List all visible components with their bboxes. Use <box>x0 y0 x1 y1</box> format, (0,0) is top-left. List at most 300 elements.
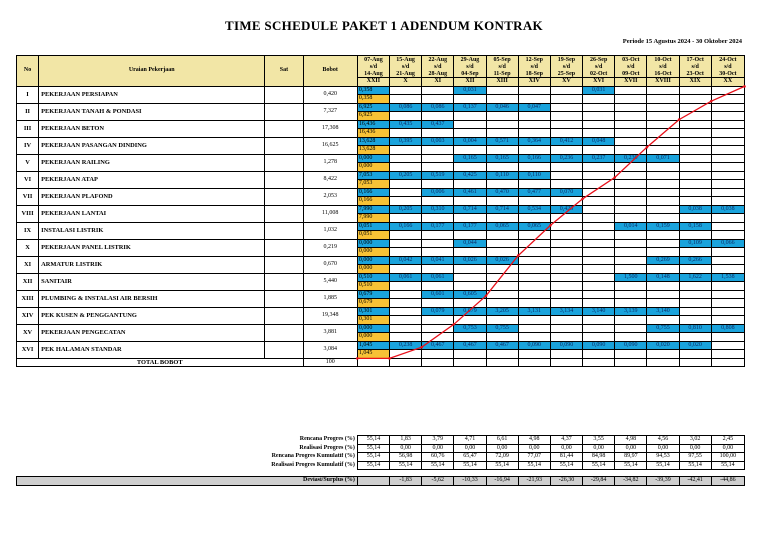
summary-value: 100,00 <box>711 453 744 462</box>
realization-cell <box>518 265 550 274</box>
realization-cell <box>711 180 744 189</box>
realization-cell <box>518 146 550 155</box>
plan-cell <box>583 205 615 214</box>
realization-cell <box>679 163 711 172</box>
summary-label: Rencana Progres (%) <box>299 436 355 442</box>
realization-cell <box>390 112 422 121</box>
week-date-line: 30-Oct <box>719 70 737 77</box>
item-name: SANITAIR <box>39 273 265 290</box>
summary-value: 55,14 <box>454 461 486 470</box>
baseline-plan-cell: 0,510 <box>357 273 389 282</box>
item-bobot: 1,885 <box>303 290 357 307</box>
item-name: PEKERJAAN PERSIAPAN <box>39 86 265 103</box>
summary-value: 0,00 <box>679 444 711 453</box>
week-date-line: 21-Aug <box>396 70 415 77</box>
plan-cell <box>518 324 550 333</box>
realization-cell <box>711 231 744 240</box>
realization-cell <box>615 146 647 155</box>
item-name: PEKERJAAN TANAH & PONDASI <box>39 103 265 120</box>
realization-cell <box>454 282 486 291</box>
realization-cell <box>679 299 711 308</box>
realization-cell <box>550 197 582 206</box>
realization-cell <box>454 214 486 223</box>
plan-cell: 0,310 <box>422 205 454 214</box>
work-item-row <box>17 307 745 316</box>
realization-cell <box>486 299 518 308</box>
plan-cell: 0,177 <box>454 222 486 231</box>
plan-cell <box>583 120 615 129</box>
plan-cell <box>422 86 454 95</box>
realization-cell <box>615 282 647 291</box>
realization-cell <box>390 265 422 274</box>
week-code: XIX <box>679 78 711 87</box>
plan-cell: 1,500 <box>615 273 647 282</box>
summary-row <box>17 444 745 453</box>
week-date-line: 05-Sep <box>493 57 511 63</box>
realization-cell <box>550 112 582 121</box>
baseline-plan-cell: 6,925 <box>357 103 389 112</box>
realization-cell <box>583 299 615 308</box>
total-week-cell <box>357 358 389 367</box>
summary-gap-cell <box>17 470 745 477</box>
week-date-line: s/d <box>627 63 635 70</box>
realization-cell <box>550 248 582 257</box>
week-code: X <box>390 78 422 87</box>
item-name: INSTALASI LISTRIK <box>39 222 265 239</box>
plan-cell: 0,238 <box>390 341 422 350</box>
deviation-value: -16,94 <box>486 477 518 486</box>
plan-cell <box>518 120 550 129</box>
realization-cell <box>647 129 679 138</box>
deviation-value: -5,62 <box>422 477 454 486</box>
baseline-plan-cell: 0,051 <box>357 222 389 231</box>
baseline-realization-cell: 0,358 <box>357 95 389 104</box>
realization-cell <box>518 197 550 206</box>
summary-value: 55,14 <box>390 461 422 470</box>
item-name: PEKERJAAN PANEL LISTRIK <box>39 239 265 256</box>
plan-cell: 0,020 <box>647 341 679 350</box>
item-number: XIV <box>17 307 39 324</box>
realization-cell <box>486 316 518 325</box>
plan-cell <box>390 239 422 248</box>
summary-value: 4,98 <box>615 436 647 445</box>
plan-cell <box>615 290 647 299</box>
baseline-plan-cell: 0,166 <box>357 188 389 197</box>
summary-value: 0,00 <box>454 444 486 453</box>
realization-cell <box>647 180 679 189</box>
realization-cell <box>615 333 647 342</box>
realization-cell <box>647 248 679 257</box>
week-date-line: s/d <box>691 63 699 70</box>
plan-cell <box>518 273 550 282</box>
plan-cell: 0,467 <box>454 341 486 350</box>
item-bobot: 0,219 <box>303 239 357 256</box>
summary-row <box>17 461 745 470</box>
plan-cell <box>422 239 454 248</box>
plan-cell <box>647 239 679 248</box>
realization-cell <box>647 231 679 240</box>
baseline-realization-cell: 0,000 <box>357 163 389 172</box>
week-date-line: s/d <box>562 63 571 70</box>
plan-cell: 0,042 <box>390 256 422 265</box>
realization-cell <box>583 146 615 155</box>
plan-cell: 1,622 <box>679 273 711 282</box>
baseline-plan-cell: 13,628 <box>357 137 389 146</box>
baseline-realization-cell: 0,000 <box>357 265 389 274</box>
item-sat <box>265 120 303 137</box>
plan-cell <box>422 154 454 163</box>
realization-cell <box>711 129 744 138</box>
summary-value: 4,37 <box>550 436 582 445</box>
deviation-row <box>17 477 745 486</box>
realization-cell <box>518 231 550 240</box>
realization-cell <box>583 282 615 291</box>
plan-cell <box>711 120 744 129</box>
item-number: XIII <box>17 290 39 307</box>
summary-value: 84,98 <box>583 453 615 462</box>
summary-value: 55,14 <box>550 461 582 470</box>
week-code: XVI <box>583 78 615 87</box>
week-date-line: 19-Sep <box>557 57 576 63</box>
week-header <box>518 56 550 78</box>
baseline-plan-cell: 0,000 <box>357 256 389 265</box>
item-name: PEKERJAAN BETON <box>39 120 265 137</box>
item-name: PEKERJAAN PENGECATAN <box>39 324 265 341</box>
baseline-plan-cell: 7,053 <box>357 171 389 180</box>
plan-cell <box>583 188 615 197</box>
realization-cell <box>615 180 647 189</box>
realization-cell <box>583 333 615 342</box>
realization-cell <box>486 265 518 274</box>
realization-cell <box>454 129 486 138</box>
plan-cell: 3,134 <box>550 307 582 316</box>
baseline-plan-cell: 1,045 <box>357 341 389 350</box>
realization-cell <box>486 282 518 291</box>
realization-cell <box>711 265 744 274</box>
work-item-row <box>17 120 745 129</box>
baseline-realization-cell: 0,166 <box>357 197 389 206</box>
realization-cell <box>390 214 422 223</box>
plan-cell <box>486 86 518 95</box>
realization-cell <box>486 231 518 240</box>
realization-cell <box>647 163 679 172</box>
plan-cell: 0,038 <box>711 205 744 214</box>
plan-cell: 0,137 <box>454 103 486 112</box>
summary-value: 4,71 <box>454 436 486 445</box>
header-sat: Sat <box>265 56 303 87</box>
summary-value: 55,14 <box>357 461 389 470</box>
week-date-line: 26-Sep <box>589 57 608 63</box>
summary-value: 60,76 <box>422 453 454 462</box>
work-item-row <box>17 290 745 299</box>
baseline-plan-cell: 0,301 <box>357 307 389 316</box>
week-date-line: 16-Oct <box>654 70 672 77</box>
plan-cell <box>550 86 582 95</box>
summary-value: 4,98 <box>518 436 550 445</box>
item-sat <box>265 171 303 188</box>
realization-cell <box>679 248 711 257</box>
plan-cell <box>518 256 550 265</box>
week-date-line: 09-Oct <box>622 70 640 77</box>
week-date-line: 10-Oct <box>654 57 672 63</box>
plan-cell <box>615 171 647 180</box>
plan-cell <box>583 239 615 248</box>
realization-cell <box>486 112 518 121</box>
realization-cell <box>390 248 422 257</box>
summary-value: 56,98 <box>390 453 422 462</box>
baseline-realization-cell: 0,301 <box>357 316 389 325</box>
plan-cell: 0,601 <box>422 290 454 299</box>
item-number: V <box>17 154 39 171</box>
realization-cell <box>422 282 454 291</box>
total-week-cell <box>583 358 615 367</box>
summary-value: 55,14 <box>615 461 647 470</box>
realization-cell <box>647 333 679 342</box>
plan-cell: 0,026 <box>486 256 518 265</box>
realization-cell <box>486 180 518 189</box>
realization-cell <box>647 265 679 274</box>
plan-cell: 0,031 <box>583 86 615 95</box>
item-bobot: 3,881 <box>303 324 357 341</box>
realization-cell <box>550 350 582 359</box>
plan-cell: 3,205 <box>486 307 518 316</box>
plan-cell: 0,467 <box>422 341 454 350</box>
plan-cell <box>583 324 615 333</box>
item-number: VIII <box>17 205 39 222</box>
baseline-realization-cell: 0,510 <box>357 282 389 291</box>
plan-cell: 0,364 <box>518 137 550 146</box>
plan-cell: 0,519 <box>422 171 454 180</box>
realization-cell <box>454 350 486 359</box>
realization-cell <box>422 180 454 189</box>
plan-cell: 0,046 <box>486 103 518 112</box>
realization-cell <box>518 333 550 342</box>
plan-cell: 0,205 <box>390 171 422 180</box>
realization-cell <box>390 350 422 359</box>
plan-cell <box>615 137 647 146</box>
summary-value: 55,14 <box>711 461 744 470</box>
header-row <box>17 56 745 78</box>
week-code: XII <box>454 78 486 87</box>
item-sat <box>265 103 303 120</box>
week-date-line: s/d <box>369 63 378 70</box>
plan-cell <box>390 290 422 299</box>
summary-value: 55,14 <box>679 461 711 470</box>
deviation-value: -29,84 <box>583 477 615 486</box>
realization-cell <box>615 163 647 172</box>
summary-value: 4,56 <box>647 436 679 445</box>
item-sat <box>265 205 303 222</box>
baseline-realization-cell: 0,000 <box>357 248 389 257</box>
week-header <box>422 56 454 78</box>
realization-cell <box>615 112 647 121</box>
plan-cell: 0,048 <box>583 137 615 146</box>
realization-cell <box>615 299 647 308</box>
summary-label: Realisasi Progres (%) <box>299 444 355 451</box>
baseline-plan-cell: 0,000 <box>357 324 389 333</box>
week-date-line: s/d <box>530 63 538 70</box>
realization-cell <box>550 265 582 274</box>
plan-cell <box>390 86 422 95</box>
plan-cell <box>711 256 744 265</box>
summary-value: 55,14 <box>583 461 615 470</box>
plan-cell <box>711 188 744 197</box>
item-bobot: 16,625 <box>303 137 357 154</box>
realization-cell <box>518 129 550 138</box>
total-week-cell <box>422 358 454 367</box>
week-header <box>615 56 647 78</box>
plan-cell: 0,109 <box>679 239 711 248</box>
summary-value: 0,00 <box>390 444 422 453</box>
plan-cell: 0,269 <box>647 256 679 265</box>
summary-value: 1,83 <box>390 436 422 445</box>
realization-cell <box>615 129 647 138</box>
realization-cell <box>422 129 454 138</box>
summary-gap <box>17 470 745 477</box>
page-title: TIME SCHEDULE PAKET 1 ADENDUM KONTRAK <box>225 18 543 33</box>
item-sat <box>265 222 303 239</box>
item-name: ARMATUR LISTRIK <box>39 256 265 273</box>
plan-cell <box>518 290 550 299</box>
item-bobot: 7,327 <box>303 103 357 120</box>
plan-cell <box>711 86 744 95</box>
plan-cell: 0,159 <box>647 222 679 231</box>
plan-cell <box>486 120 518 129</box>
plan-cell: 0,205 <box>390 205 422 214</box>
realization-cell <box>454 231 486 240</box>
realization-cell <box>390 299 422 308</box>
realization-cell <box>615 197 647 206</box>
realization-cell <box>711 214 744 223</box>
summary-value: 55,14 <box>486 461 518 470</box>
work-item-row <box>17 324 745 333</box>
plan-cell: 0,014 <box>615 222 647 231</box>
realization-cell <box>454 316 486 325</box>
realization-cell <box>422 350 454 359</box>
plan-cell: 0,070 <box>550 188 582 197</box>
baseline-realization-cell: 7,053 <box>357 180 389 189</box>
realization-cell <box>711 112 744 121</box>
item-sat <box>265 307 303 324</box>
summary-row <box>17 453 745 462</box>
realization-cell <box>583 265 615 274</box>
plan-cell: 0,435 <box>390 120 422 129</box>
plan-cell: 0,755 <box>647 324 679 333</box>
summary-value: 3,55 <box>583 436 615 445</box>
plan-cell <box>679 307 711 316</box>
realization-cell <box>679 333 711 342</box>
plan-cell: 0,090 <box>583 341 615 350</box>
week-code: XIV <box>518 78 550 87</box>
summary-value: 3,02 <box>679 436 711 445</box>
week-date-line: s/d <box>659 63 667 70</box>
week-date-line: 18-Sep <box>525 70 543 77</box>
realization-cell <box>583 95 615 104</box>
plan-cell: 0,065 <box>518 222 550 231</box>
plan-cell <box>711 222 744 231</box>
week-code: XVIII <box>647 78 679 87</box>
summary-value: 81,44 <box>550 453 582 462</box>
realization-cell <box>583 231 615 240</box>
deviation-value: -1,83 <box>390 477 422 486</box>
plan-cell <box>390 188 422 197</box>
realization-cell <box>583 197 615 206</box>
realization-cell <box>679 197 711 206</box>
plan-cell: 0,412 <box>550 137 582 146</box>
plan-cell: 0,065 <box>486 222 518 231</box>
summary-value: 94,53 <box>647 453 679 462</box>
plan-cell: 0,236 <box>615 154 647 163</box>
realization-cell <box>454 163 486 172</box>
plan-cell: 0,038 <box>679 205 711 214</box>
plan-cell: 0,110 <box>486 171 518 180</box>
realization-cell <box>454 180 486 189</box>
plan-cell <box>679 137 711 146</box>
week-date-line: 15-Aug <box>396 57 415 63</box>
baseline-realization-cell: 7,990 <box>357 214 389 223</box>
plan-cell <box>486 290 518 299</box>
plan-cell: 0,477 <box>518 188 550 197</box>
plan-cell <box>390 154 422 163</box>
plan-cell <box>711 290 744 299</box>
realization-cell <box>711 95 744 104</box>
summary-row <box>17 436 745 445</box>
realization-cell <box>679 129 711 138</box>
item-name: PEKERJAAN LANTAI <box>39 205 265 222</box>
plan-cell: 0,061 <box>390 273 422 282</box>
plan-cell: 0,166 <box>390 222 422 231</box>
summary-value: 0,00 <box>518 444 550 453</box>
total-row <box>17 358 745 367</box>
realization-cell <box>679 265 711 274</box>
plan-cell: 0,110 <box>518 171 550 180</box>
week-date-line: 23-Oct <box>686 70 704 77</box>
summary-value: 2,45 <box>711 436 744 445</box>
baseline-plan-cell: 0,358 <box>357 86 389 95</box>
realization-cell <box>390 333 422 342</box>
plan-cell: 0,079 <box>422 307 454 316</box>
week-date-line: 12-Sep <box>525 57 543 63</box>
plan-cell <box>454 120 486 129</box>
realization-cell <box>615 265 647 274</box>
plan-cell <box>454 273 486 282</box>
summary-value: 0,00 <box>422 444 454 453</box>
realization-cell <box>679 231 711 240</box>
plan-cell: 0,006 <box>422 188 454 197</box>
item-sat <box>265 341 303 358</box>
realization-cell <box>454 95 486 104</box>
plan-cell <box>615 205 647 214</box>
plan-cell: 0,425 <box>550 205 582 214</box>
realization-cell <box>679 180 711 189</box>
item-number: XI <box>17 256 39 273</box>
plan-cell: 0,461 <box>454 188 486 197</box>
plan-cell: 0,237 <box>583 154 615 163</box>
item-name: PEKERJAAN RAILING <box>39 154 265 171</box>
week-date-line: s/d <box>724 63 732 70</box>
work-item-row <box>17 205 745 214</box>
plan-cell <box>679 103 711 112</box>
realization-cell <box>454 197 486 206</box>
realization-cell <box>583 112 615 121</box>
summary-value: 97,55 <box>679 453 711 462</box>
summary-value: 65,47 <box>454 453 486 462</box>
deviation-value: -44,86 <box>711 477 744 486</box>
baseline-realization-cell: 0,000 <box>357 333 389 342</box>
item-bobot: 5,440 <box>303 273 357 290</box>
realization-cell <box>711 146 744 155</box>
plan-cell: 0,003 <box>422 137 454 146</box>
